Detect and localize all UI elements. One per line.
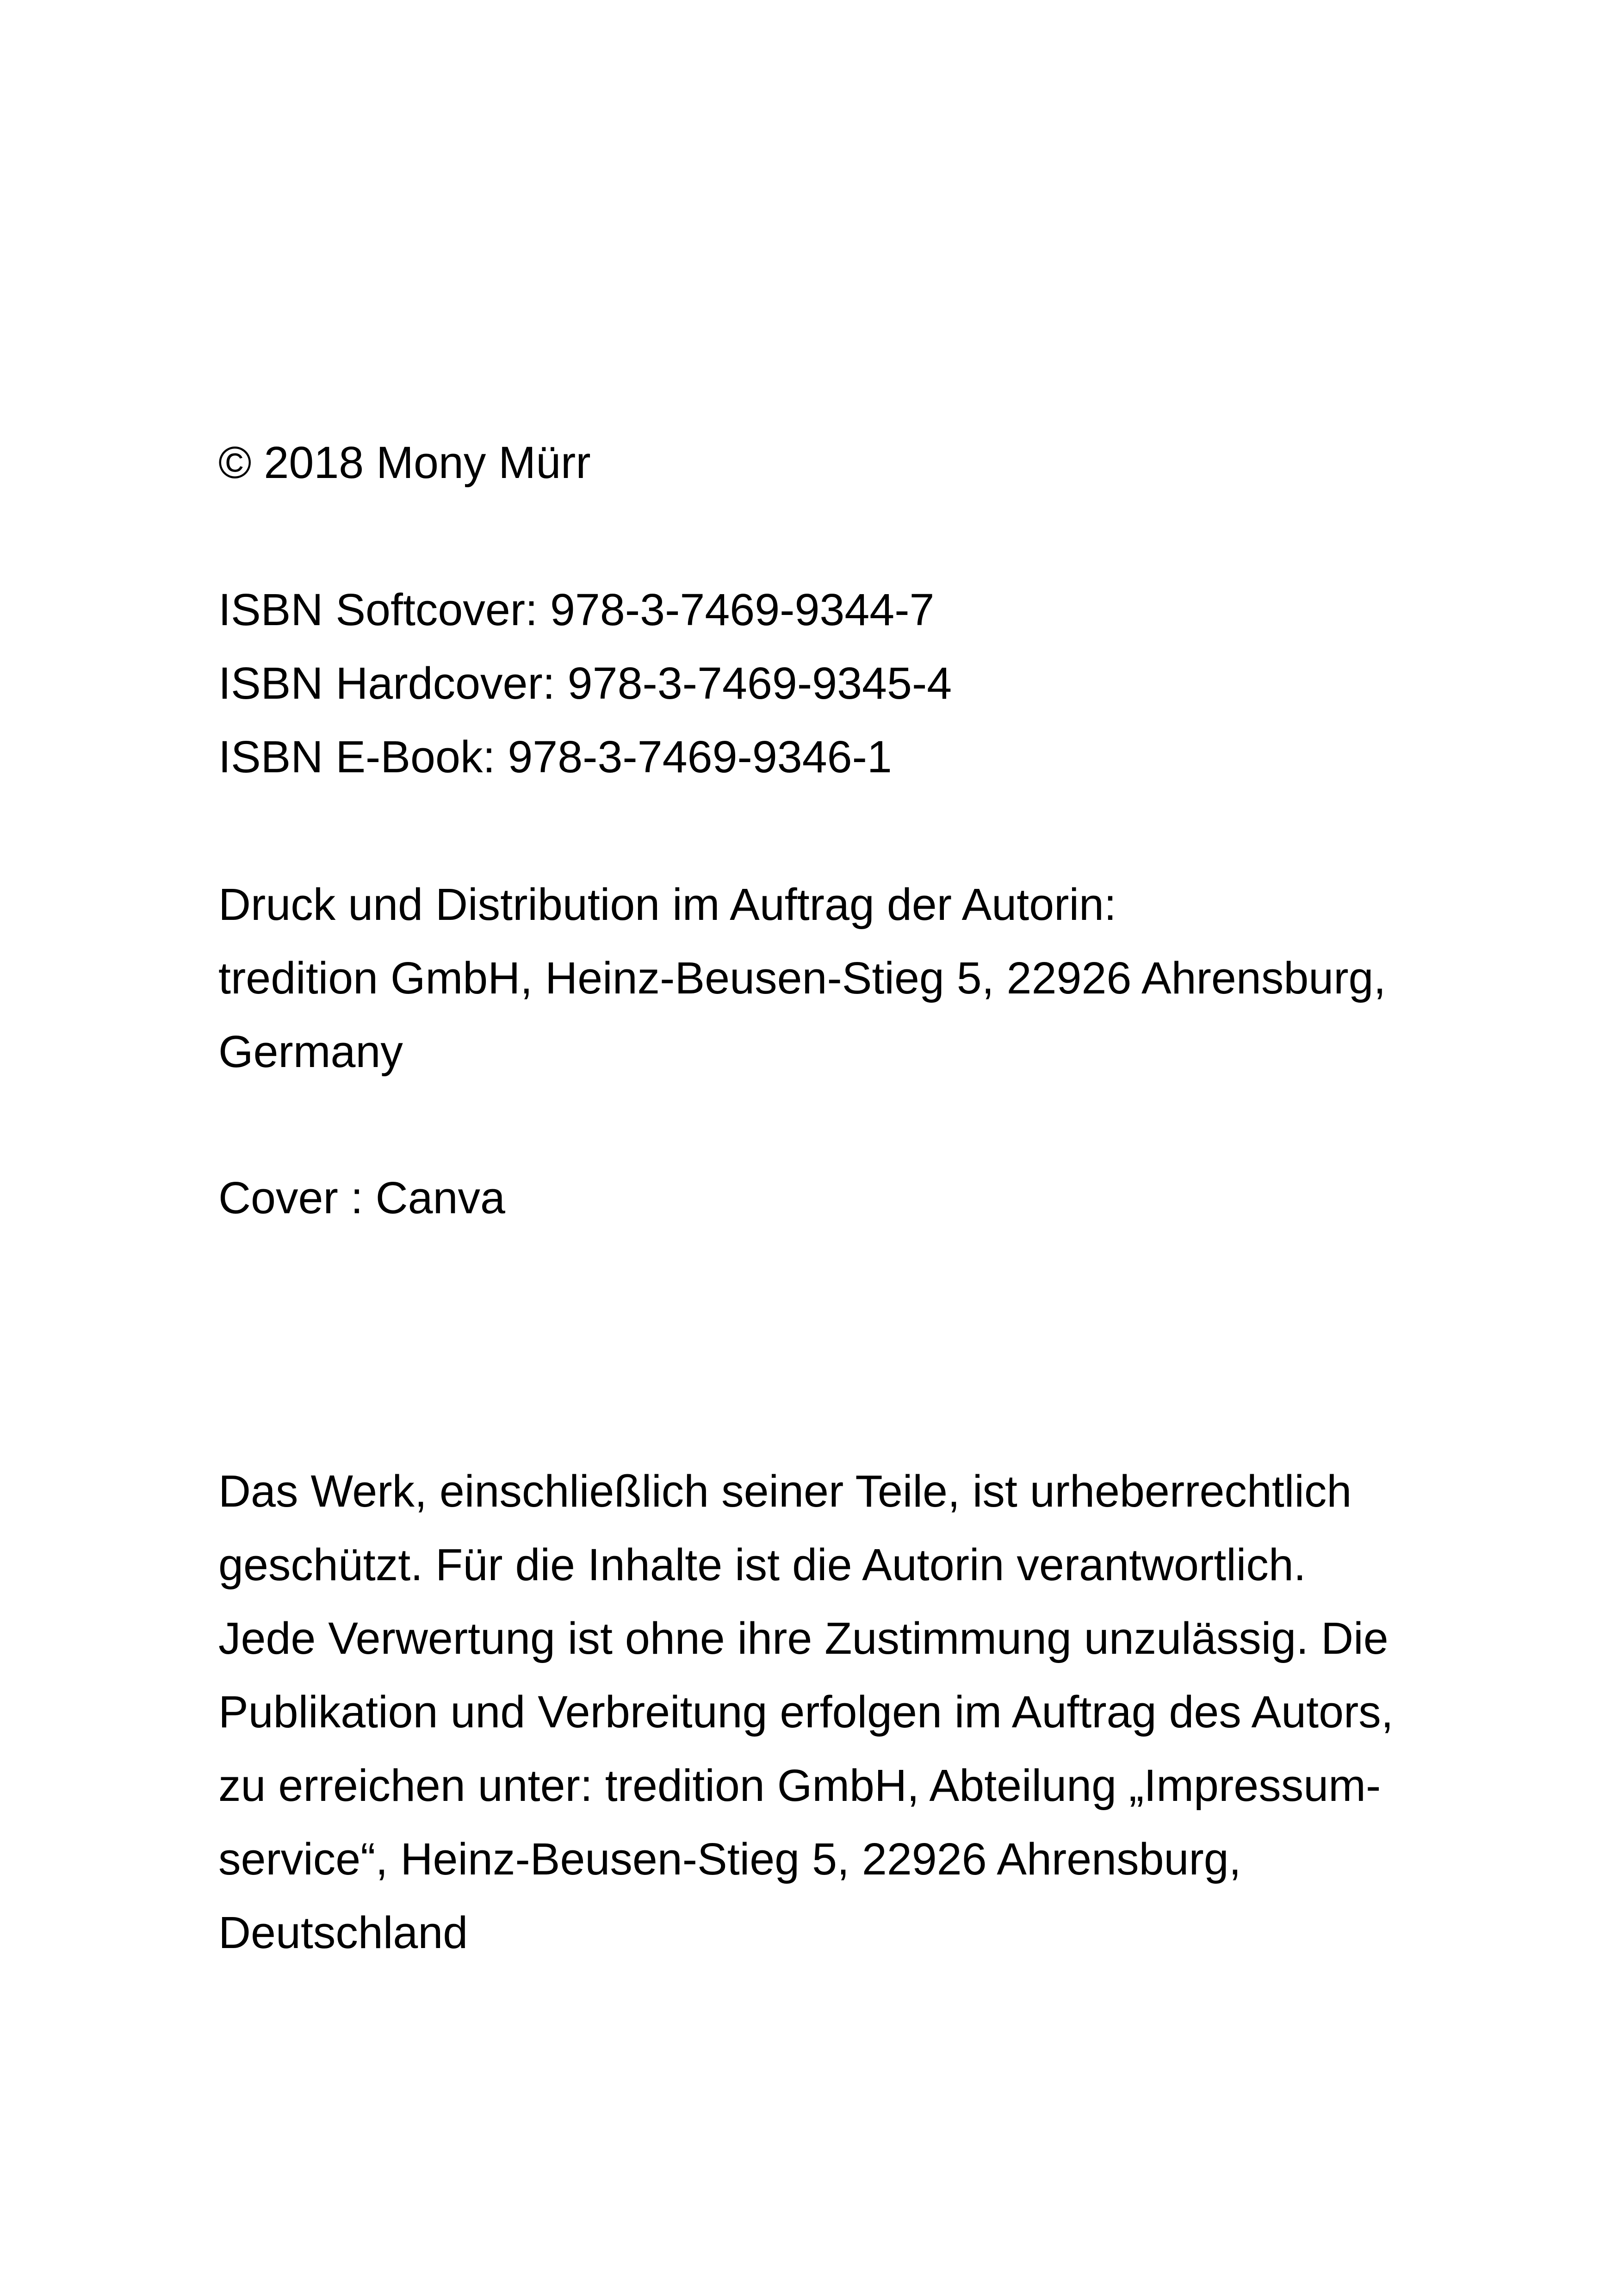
legal-line: Publikation und Verbreitung erfolgen im Auftrag des Autors, (218, 1687, 1394, 1737)
printing-line: Germany (218, 1026, 403, 1077)
isbn-list (218, 573, 1468, 794)
printing-line: tredition GmbH, Heinz-Beusen-Stieg 5, 22926 Ahrensburg, (218, 953, 1386, 1003)
copyright-notice (218, 426, 1468, 499)
isbn-ebook: ISBN E-Book: 978-3-7469-9346-1 (218, 732, 892, 782)
printing-line: Druck und Distribution im Auftrag der Autorin: (218, 879, 1116, 930)
legal-notice (218, 1454, 1468, 1969)
copyright-line: © 2018 Mony Mürr (218, 437, 591, 488)
legal-line: Deutschland (218, 1907, 468, 1958)
legal-line: geschützt. Für die Inhalte ist die Autorin verantwortlich. (218, 1539, 1306, 1590)
legal-line: Das Werk, einschließlich seiner Teile, ist urheberrechtlich (218, 1466, 1352, 1516)
cover-credit (218, 1161, 1468, 1235)
legal-line: zu erreichen unter: tredition GmbH, Abteilung „Impressum- (218, 1760, 1381, 1811)
printing-distribution (218, 868, 1468, 1088)
isbn-softcover: ISBN Softcover: 978-3-7469-9344-7 (218, 584, 935, 635)
legal-line: Jede Verwertung ist ohne ihre Zustimmung unzulässig. Die (218, 1613, 1389, 1663)
cover-line: Cover : Canva (218, 1173, 505, 1223)
isbn-hardcover: ISBN Hardcover: 978-3-7469-9345-4 (218, 658, 952, 708)
legal-line: service“, Heinz-Beusen-Stieg 5, 22926 Ahrensburg, (218, 1834, 1241, 1884)
